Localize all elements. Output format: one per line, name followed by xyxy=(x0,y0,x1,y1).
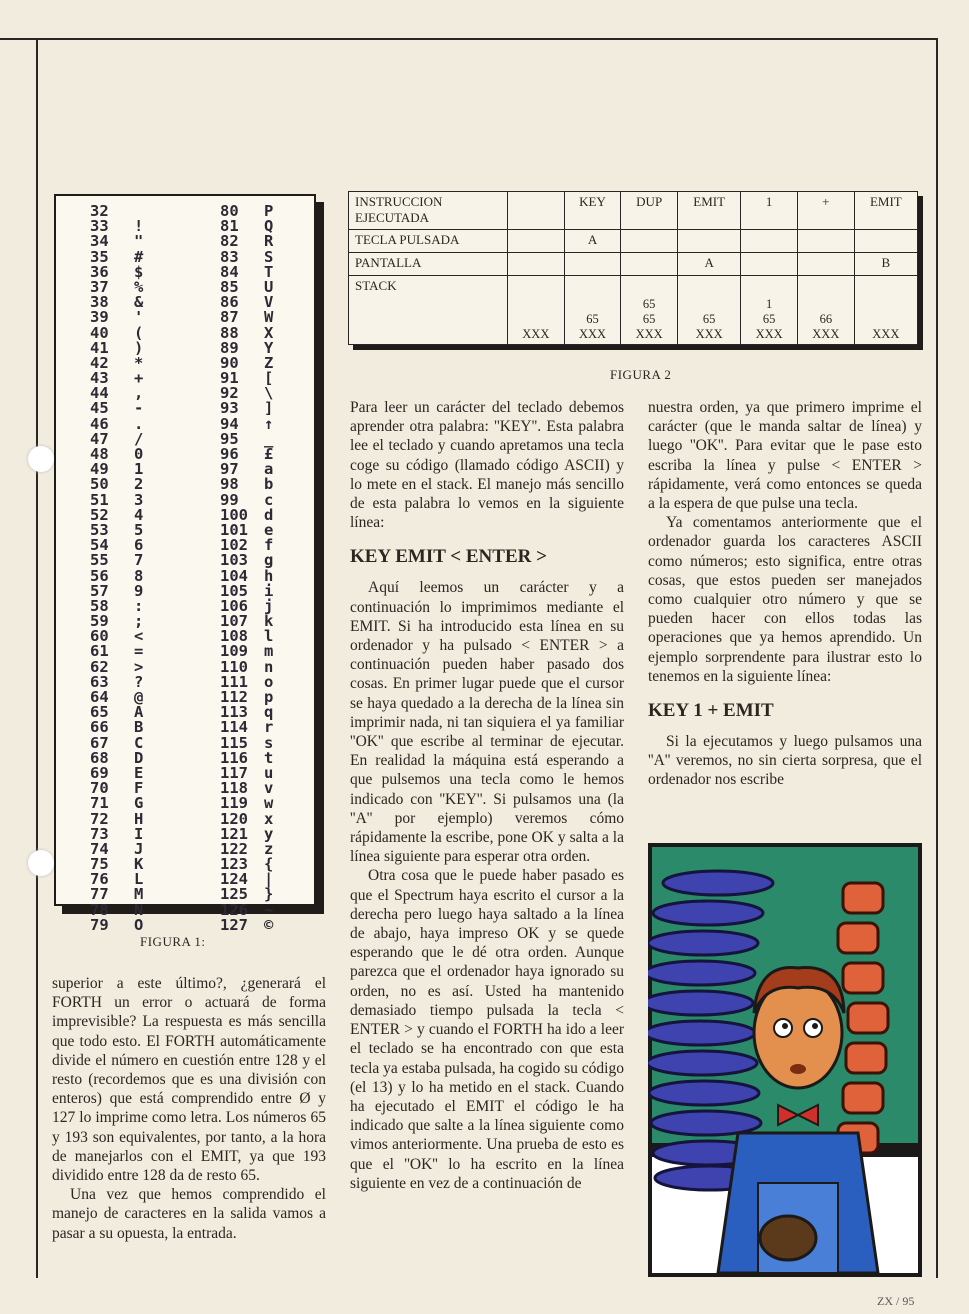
ascii-code: 90 xyxy=(220,353,239,372)
table-cell: A xyxy=(564,230,621,253)
ascii-code: 64 xyxy=(90,688,109,706)
stack-value: 65 xyxy=(702,312,716,326)
ascii-char: R xyxy=(264,232,274,251)
table-cell xyxy=(678,230,741,253)
ascii-code: 82 xyxy=(220,232,239,251)
text-column-2 xyxy=(350,398,624,1193)
table-cell xyxy=(797,230,854,253)
ascii-code: 79 xyxy=(90,915,109,934)
ascii-code: 35 xyxy=(90,247,109,266)
ascii-char: } xyxy=(264,885,274,904)
frame-left-rule xyxy=(36,38,38,1278)
table-row xyxy=(349,253,918,276)
ascii-char: S xyxy=(264,247,274,266)
ascii-char: 4 xyxy=(134,505,144,524)
ascii-char: 7 xyxy=(134,551,144,570)
ascii-char: w xyxy=(264,794,274,813)
table-row xyxy=(349,192,918,230)
ascii-code: 62 xyxy=(90,657,109,676)
ascii-char: | xyxy=(264,870,274,889)
table-row xyxy=(349,276,918,345)
ascii-char: , xyxy=(134,384,144,403)
ascii-char: H xyxy=(134,809,144,828)
ascii-char: j xyxy=(264,596,274,615)
ascii-char: P xyxy=(264,202,274,220)
ascii-code: 95 xyxy=(220,429,239,448)
ascii-code: 86 xyxy=(220,293,239,312)
ascii-char: q xyxy=(264,703,274,722)
ascii-char: c xyxy=(264,490,274,509)
ascii-code: 99 xyxy=(220,490,239,509)
ascii-code: 124 xyxy=(220,870,248,889)
text-column-1 xyxy=(52,974,326,1243)
ascii-code: 110 xyxy=(220,657,248,676)
ascii-char: 0 xyxy=(134,445,144,463)
ascii-code: 71 xyxy=(90,794,109,813)
ascii-char: ! xyxy=(134,217,144,236)
ascii-code: 63 xyxy=(90,672,109,691)
ascii-char: r xyxy=(264,718,274,737)
ascii-code: 121 xyxy=(220,824,248,843)
ascii-code: 116 xyxy=(220,748,248,767)
ascii-code: 117 xyxy=(220,763,248,782)
ascii-code: 68 xyxy=(90,748,109,767)
ascii-char: l xyxy=(264,627,274,646)
paragraph: Aquí leemos un carácter y a continuación lo imprimimos mediante el EMIT. Si ha introducido esta línea en su ordenador y ha pulsado < ENTER > a continuación pueden haber pasado dos cosas. En primer lugar puede que el cursor se haya quedado a la derecha de la línea sin imprimir nada, ni tan siquiera el ya familiar ''OK'' que escribe al terminar de ejecutar. En realidad la máquina está esperando a que pulsemos una tecla como le hemos indicado con ''KEY''. Si pulsamos una (la ''A'' por ejemplo) veremos cómo rápidamente la escribe, pone OK y salta a la línea siguiente para esperar otra orden. xyxy=(350,579,624,866)
table-cell: B xyxy=(854,253,917,276)
ascii-code: 104 xyxy=(220,566,248,585)
ascii-char: ↑ xyxy=(264,414,274,433)
ascii-code: 91 xyxy=(220,369,239,388)
ascii-char: O xyxy=(134,915,144,934)
frame-right-rule xyxy=(936,38,938,1278)
ascii-code: 98 xyxy=(220,475,239,494)
ascii-code: 48 xyxy=(90,445,109,463)
paragraph: Una vez que hemos comprendido el manejo de caracteres en la salida vamos a pasar a su opuesta, la entrada. xyxy=(52,1186,326,1242)
ascii-code: 57 xyxy=(90,581,109,600)
header-cell: 1 xyxy=(741,192,798,230)
ascii-char: I xyxy=(134,824,144,843)
ascii-code: 53 xyxy=(90,520,109,539)
ascii-code: 47 xyxy=(90,429,109,448)
ascii-code: 66 xyxy=(90,718,109,737)
ascii-char: 3 xyxy=(134,490,144,509)
ascii-code: 94 xyxy=(220,414,239,433)
ascii-code: 59 xyxy=(90,612,109,631)
stack-cell xyxy=(678,276,741,345)
table-cell xyxy=(741,230,798,253)
ascii-char: [ xyxy=(264,369,274,388)
ascii-char: / xyxy=(134,429,144,448)
ascii-code: 52 xyxy=(90,505,109,524)
ascii-code: 108 xyxy=(220,627,248,646)
ascii-char: 5 xyxy=(134,520,144,539)
header-cell xyxy=(508,192,565,230)
ascii-char: y xyxy=(264,824,274,843)
stack-cell xyxy=(508,276,565,345)
code-heading: KEY EMIT < ENTER > xyxy=(350,546,547,568)
ascii-char: u xyxy=(264,763,274,782)
ascii-code: 125 xyxy=(220,885,248,904)
ascii-code: 36 xyxy=(90,262,109,281)
ascii-char: U xyxy=(264,277,274,296)
ascii-char: B xyxy=(134,718,144,737)
stack-value: 65 xyxy=(642,297,656,311)
ascii-row xyxy=(220,915,288,934)
ascii-char: f xyxy=(264,536,274,555)
table-cell xyxy=(508,230,565,253)
ascii-char: \ xyxy=(264,384,274,403)
ascii-char: ] xyxy=(264,399,274,418)
table-row xyxy=(349,230,918,253)
ascii-code: 80 xyxy=(220,202,239,220)
table-cell xyxy=(508,253,565,276)
ascii-code: 100 xyxy=(220,505,248,524)
text-column-3 xyxy=(648,398,922,790)
ascii-char: g xyxy=(264,551,274,570)
row-label: PANTALLA xyxy=(349,253,508,276)
header-cell: KEY xyxy=(564,192,621,230)
ascii-char: J xyxy=(134,839,144,858)
ascii-char: _ xyxy=(264,429,274,448)
code-heading: KEY 1 + EMIT xyxy=(648,700,774,722)
ascii-code: 58 xyxy=(90,596,109,615)
paragraph: Ya comentamos anteriormente que el ordenador guarda los caracteres ASCII como números; esto significa, entre otras cosas, que estos pueden ser manejados como cualquier otro número y que se pueden hacer con ellos todas las operaciones que ya hemos aprendido. Un ejemplo sorprendente para ilustrar esto lo tenemos en la siguiente línea: xyxy=(648,514,922,685)
ascii-char: Y xyxy=(264,338,274,357)
ascii-code: 32 xyxy=(90,202,109,220)
ascii-code: 111 xyxy=(220,672,248,691)
stack-value: 66 xyxy=(819,312,833,326)
ascii-char: o xyxy=(264,672,274,691)
row-label: STACK xyxy=(349,276,508,345)
ascii-char: 8 xyxy=(134,566,144,585)
ascii-code: 118 xyxy=(220,779,248,798)
stack-value: XXX xyxy=(635,327,663,341)
row-label: TECLA PULSADA xyxy=(349,230,508,253)
paragraph: superior a este último?, ¿generará el FORTH un error o actuará de forma imprevisible? La respuesta es más sencilla que todo esto. El FORTH automáticamente divide el número en cuestión entre 128 y el resto (recordemos que es una división con enteros) que está comprendido entre Ø y 127 lo imprime como letra. Los números 65 y 193 son equivalentes, por tanto, a la hora de manejarlos con el EMIT, ya que 193 dividido entre 128 da de resto 65. xyxy=(52,975,326,1185)
paragraph: Si la ejecutamos y luego pulsamos una ''A'' veremos, no sin cierta sorpresa, que el ordenador nos escribe xyxy=(648,733,922,789)
ascii-code: 56 xyxy=(90,566,109,585)
ascii-char: X xyxy=(264,323,274,342)
ascii-char: D xyxy=(134,748,144,767)
ascii-char: ; xyxy=(134,612,144,631)
ascii-right-column xyxy=(220,204,288,933)
ascii-char: E xyxy=(134,763,144,782)
stack-value: 65 xyxy=(762,312,776,326)
illustration-waiter xyxy=(648,843,922,1277)
ascii-code: 96 xyxy=(220,445,239,463)
ascii-char: 2 xyxy=(134,475,144,494)
ascii-code: 119 xyxy=(220,794,248,813)
ascii-char: W xyxy=(264,308,274,327)
figure1-caption: FIGURA 1: xyxy=(140,934,206,949)
stack-value: 1 xyxy=(766,297,773,311)
ascii-code: 55 xyxy=(90,551,109,570)
page-number: ZX / 95 xyxy=(877,1294,915,1308)
ascii-char: e xyxy=(264,520,274,539)
ascii-code: 113 xyxy=(220,703,248,722)
table-cell xyxy=(741,253,798,276)
ascii-char: p xyxy=(264,688,274,706)
ascii-code: 72 xyxy=(90,809,109,828)
stack-table xyxy=(348,191,918,345)
ascii-char: ' xyxy=(134,308,144,327)
ascii-char: = xyxy=(134,642,144,661)
ascii-char: M xyxy=(134,885,144,904)
ascii-code: 46 xyxy=(90,414,109,433)
ascii-code: 93 xyxy=(220,399,239,418)
ascii-code: 103 xyxy=(220,551,248,570)
ascii-char: G xyxy=(134,794,144,813)
table-cell xyxy=(621,230,678,253)
waiter-stacking-plates-image xyxy=(648,843,922,1277)
ascii-char: i xyxy=(264,581,274,600)
ascii-char: $ xyxy=(134,262,144,281)
ascii-char: m xyxy=(264,642,274,661)
ascii-code: 127 xyxy=(220,915,248,934)
ascii-code: 73 xyxy=(90,824,109,843)
ascii-code: 39 xyxy=(90,308,109,327)
ascii-code: 105 xyxy=(220,581,248,600)
ascii-code: 102 xyxy=(220,536,248,555)
ascii-code: 42 xyxy=(90,353,109,372)
ascii-code: 69 xyxy=(90,763,109,782)
ascii-code: 84 xyxy=(220,262,239,281)
ascii-code: 38 xyxy=(90,293,109,312)
ascii-code: 106 xyxy=(220,596,248,615)
ascii-char: N xyxy=(134,900,144,919)
binder-hole xyxy=(28,446,54,472)
ascii-row xyxy=(90,915,158,934)
table-cell xyxy=(564,253,621,276)
ascii-code: 34 xyxy=(90,232,109,251)
ascii-char: # xyxy=(134,247,144,266)
ascii-code: 114 xyxy=(220,718,248,737)
ascii-char: C xyxy=(134,733,144,752)
ascii-code: 126 xyxy=(220,900,248,919)
figure2-caption: FIGURA 2 xyxy=(610,367,672,382)
ascii-char: { xyxy=(264,855,274,874)
ascii-code: 45 xyxy=(90,399,109,418)
stack-value: 65 xyxy=(642,312,656,326)
ascii-char: % xyxy=(134,277,144,296)
ascii-char: " xyxy=(134,232,144,251)
ascii-code: 40 xyxy=(90,323,109,342)
ascii-code: 41 xyxy=(90,338,109,357)
ascii-char: b xyxy=(264,475,274,494)
ascii-code: 54 xyxy=(90,536,109,555)
ascii-code: 81 xyxy=(220,217,239,236)
ascii-char: d xyxy=(264,505,274,524)
ascii-char: < xyxy=(134,627,144,646)
ascii-char: ? xyxy=(134,672,144,691)
ascii-code: 107 xyxy=(220,612,248,631)
stack-value: XXX xyxy=(522,327,550,341)
ascii-char: t xyxy=(264,748,274,767)
stack-cell xyxy=(797,276,854,345)
stack-value: XXX xyxy=(872,327,900,341)
ascii-code: 115 xyxy=(220,733,248,752)
ascii-char: : xyxy=(134,596,144,615)
paragraph: nuestra orden, ya que primero imprime el carácter (que le manda saltar de línea) y luego ''OK''. Para evitar que le pase esto escriba la línea y pulse < ENTER > rápidamente, verá como entonces se queda a la espera de que pulse una tecla. xyxy=(648,399,922,513)
ascii-char: V xyxy=(264,293,274,312)
table-cell xyxy=(797,253,854,276)
ascii-table xyxy=(54,194,316,934)
ascii-char: z xyxy=(264,839,274,858)
stack-cell xyxy=(741,276,798,345)
ascii-char: @ xyxy=(134,688,144,706)
header-cell: DUP xyxy=(621,192,678,230)
ascii-code: 122 xyxy=(220,839,248,858)
ascii-char: ( xyxy=(134,323,144,342)
ascii-char: ~ xyxy=(264,900,274,919)
stack-value: XXX xyxy=(812,327,840,341)
ascii-code: 112 xyxy=(220,688,248,706)
ascii-code: 51 xyxy=(90,490,109,509)
ascii-char: k xyxy=(264,612,274,631)
ascii-code: 76 xyxy=(90,870,109,889)
table-cell xyxy=(854,230,917,253)
ascii-char: . xyxy=(134,414,144,433)
ascii-code: 60 xyxy=(90,627,109,646)
header-cell: EMIT xyxy=(854,192,917,230)
ascii-code: 87 xyxy=(220,308,239,327)
ascii-char: s xyxy=(264,733,274,752)
ascii-code: 75 xyxy=(90,855,109,874)
header-cell: INSTRUCCION EJECUTADA xyxy=(349,192,508,230)
ascii-char: x xyxy=(264,809,274,828)
stack-cell xyxy=(854,276,917,345)
stack-value: XXX xyxy=(578,327,607,341)
table-cell: A xyxy=(678,253,741,276)
ascii-code: 92 xyxy=(220,384,239,403)
ascii-code: 83 xyxy=(220,247,239,266)
ascii-code: 70 xyxy=(90,779,109,798)
ascii-char: © xyxy=(264,915,274,934)
stack-cell xyxy=(564,276,621,345)
ascii-char: > xyxy=(134,657,144,676)
ascii-code: 61 xyxy=(90,642,109,661)
ascii-char: n xyxy=(264,657,274,676)
table-cell xyxy=(621,253,678,276)
paragraph: Para leer un carácter del teclado debemos aprender otra palabra: ''KEY''. Esta palabra lee el teclado y cuando apretamos una tecla coge su código (llamado código ASCII) y lo mete en el stack. El manejo más sencillo de esta palabra lo vemos en la siguiente línea: xyxy=(350,399,624,532)
ascii-left-column xyxy=(90,204,158,933)
stack-cell xyxy=(621,276,678,345)
ascii-char: F xyxy=(134,779,144,798)
ascii-code: 88 xyxy=(220,323,239,342)
ascii-char: - xyxy=(134,399,144,418)
ascii-char: 1 xyxy=(134,460,144,479)
ascii-code: 43 xyxy=(90,369,109,388)
ascii-code: 120 xyxy=(220,809,248,828)
ascii-char: Q xyxy=(264,217,274,236)
ascii-code: 123 xyxy=(220,855,248,874)
ascii-code: 37 xyxy=(90,277,109,296)
ascii-code: 74 xyxy=(90,839,109,858)
ascii-char: K xyxy=(134,855,144,874)
ascii-code: 33 xyxy=(90,217,109,236)
ascii-char: v xyxy=(264,779,274,798)
ascii-code: 97 xyxy=(220,460,239,479)
ascii-char: * xyxy=(134,353,144,372)
header-cell: + xyxy=(797,192,854,230)
ascii-code: 89 xyxy=(220,338,239,357)
ascii-char: & xyxy=(134,293,144,312)
binder-hole xyxy=(28,850,54,876)
ascii-code: 109 xyxy=(220,642,248,661)
ascii-char: Z xyxy=(264,353,274,372)
ascii-code: 49 xyxy=(90,460,109,479)
ascii-code: 101 xyxy=(220,520,248,539)
frame-top-rule xyxy=(0,38,938,40)
stack-value: XXX xyxy=(695,327,723,341)
ascii-code: 50 xyxy=(90,475,109,494)
ascii-char: h xyxy=(264,566,274,585)
ascii-char: L xyxy=(134,870,144,889)
ascii-char: A xyxy=(134,703,144,722)
ascii-code: 77 xyxy=(90,885,109,904)
ascii-code: 85 xyxy=(220,277,239,296)
ascii-code: 65 xyxy=(90,703,109,722)
ascii-char: T xyxy=(264,262,274,281)
stack-value: 65 xyxy=(586,312,599,326)
ascii-char: a xyxy=(264,460,274,479)
paragraph: Otra cosa que le puede haber pasado es que el Spectrum haya escrito el cursor a la derecha pero luego haya saltado a la línea de abajo, haya impreso OK y se quede esperando que le dé otra orden. Aunque parezca que el ordenador haya ignorado su orden, no es así. Usted ha mantenido demasiado tiempo pulsada la tecla < ENTER > y cuando el FORTH ha ido a leer el teclado se ha encontrado con que esta tecla ya estaba pulsada, ha cogido su código (el 13) y lo ha metido en el stack. Cuando ha ejecutado el EMIT el código le ha indicado que salte a la línea siguiente como vimos anteriormente. Una prueba de esto es que el ''OK'' lo ha escrito en la línea siguiente en vez de a continuación de xyxy=(350,867,624,1192)
ascii-char: 6 xyxy=(134,536,144,555)
ascii-code: 44 xyxy=(90,384,109,403)
ascii-char: + xyxy=(134,369,144,388)
ascii-char: 9 xyxy=(134,581,144,600)
header-cell: EMIT xyxy=(678,192,741,230)
ascii-code: 78 xyxy=(90,900,109,919)
ascii-char: ) xyxy=(134,338,144,357)
ascii-code: 67 xyxy=(90,733,109,752)
ascii-char: £ xyxy=(264,445,274,463)
stack-value: XXX xyxy=(755,327,783,341)
